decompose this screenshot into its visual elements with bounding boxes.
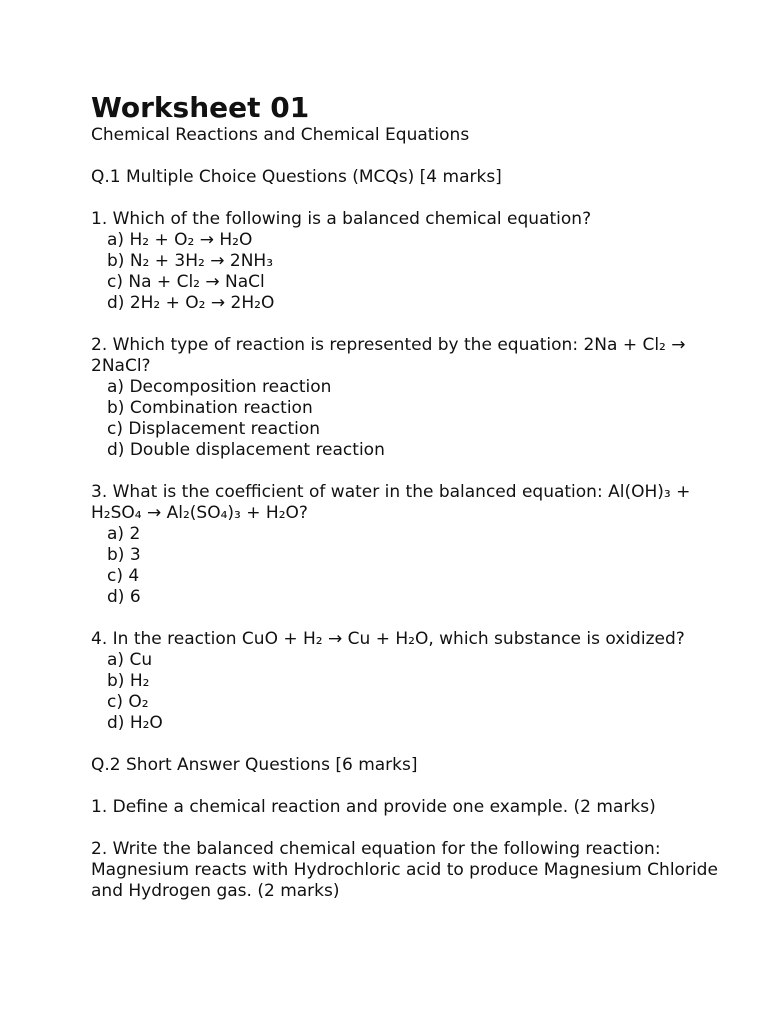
option-a: a) Cu xyxy=(107,650,153,670)
short-answer-question-2: 2. Write the balanced chemical equation for the following reaction: Magnesium reacts with Hydrochloric acid to produce Magnesium Chloride and Hydrogen gas. (2 marks) xyxy=(91,839,718,901)
option-list xyxy=(91,650,721,734)
section-heading-short-answer: Q.2 Short Answer Questions [6 marks] xyxy=(91,755,418,775)
option-d: d) 2H₂ + O₂ → 2H₂O xyxy=(107,293,275,313)
mcq-question-3 xyxy=(91,482,721,608)
option-c: c) O₂ xyxy=(107,692,149,712)
page-title: Worksheet 01 xyxy=(91,91,310,124)
option-a: a) Decomposition reaction xyxy=(107,377,332,397)
option-list xyxy=(91,377,721,461)
option-c: c) Na + Cl₂ → NaCl xyxy=(107,272,265,292)
option-c: c) Displacement reaction xyxy=(107,419,321,439)
section-heading-mcq: Q.1 Multiple Choice Questions (MCQs) [4 marks] xyxy=(91,167,502,187)
worksheet-page xyxy=(91,91,721,923)
question-text: 4. In the reaction CuO + H₂ → Cu + H₂O, which substance is oxidized? xyxy=(91,629,685,649)
page-subtitle: Chemical Reactions and Chemical Equations xyxy=(91,125,470,145)
option-a: a) H₂ + O₂ → H₂O xyxy=(107,230,253,250)
short-answer-question-1: 1. Define a chemical reaction and provide one example. (2 marks) xyxy=(91,797,656,817)
question-text: 3. What is the coefficient of water in the balanced equation: Al(OH)₃ + H₂SO₄ → Al₂(SO₄)₃ + H₂O? xyxy=(91,482,691,523)
mcq-question-1 xyxy=(91,209,721,314)
mcq-question-2 xyxy=(91,335,721,461)
option-d: d) H₂O xyxy=(107,713,163,733)
option-list xyxy=(91,230,721,314)
option-d: d) Double displacement reaction xyxy=(107,440,385,460)
question-text: 2. Which type of reaction is represented by the equation: 2Na + Cl₂ → 2NaCl? xyxy=(91,335,686,376)
option-list xyxy=(91,524,721,608)
option-b: b) H₂ xyxy=(107,671,150,691)
option-b: b) N₂ + 3H₂ → 2NH₃ xyxy=(107,251,274,271)
option-c: c) 4 xyxy=(107,566,140,586)
question-text: 1. Which of the following is a balanced chemical equation? xyxy=(91,209,592,229)
mcq-question-4 xyxy=(91,629,721,734)
option-b: b) 3 xyxy=(107,545,141,565)
option-d: d) 6 xyxy=(107,587,141,607)
option-a: a) 2 xyxy=(107,524,141,544)
option-b: b) Combination reaction xyxy=(107,398,313,418)
